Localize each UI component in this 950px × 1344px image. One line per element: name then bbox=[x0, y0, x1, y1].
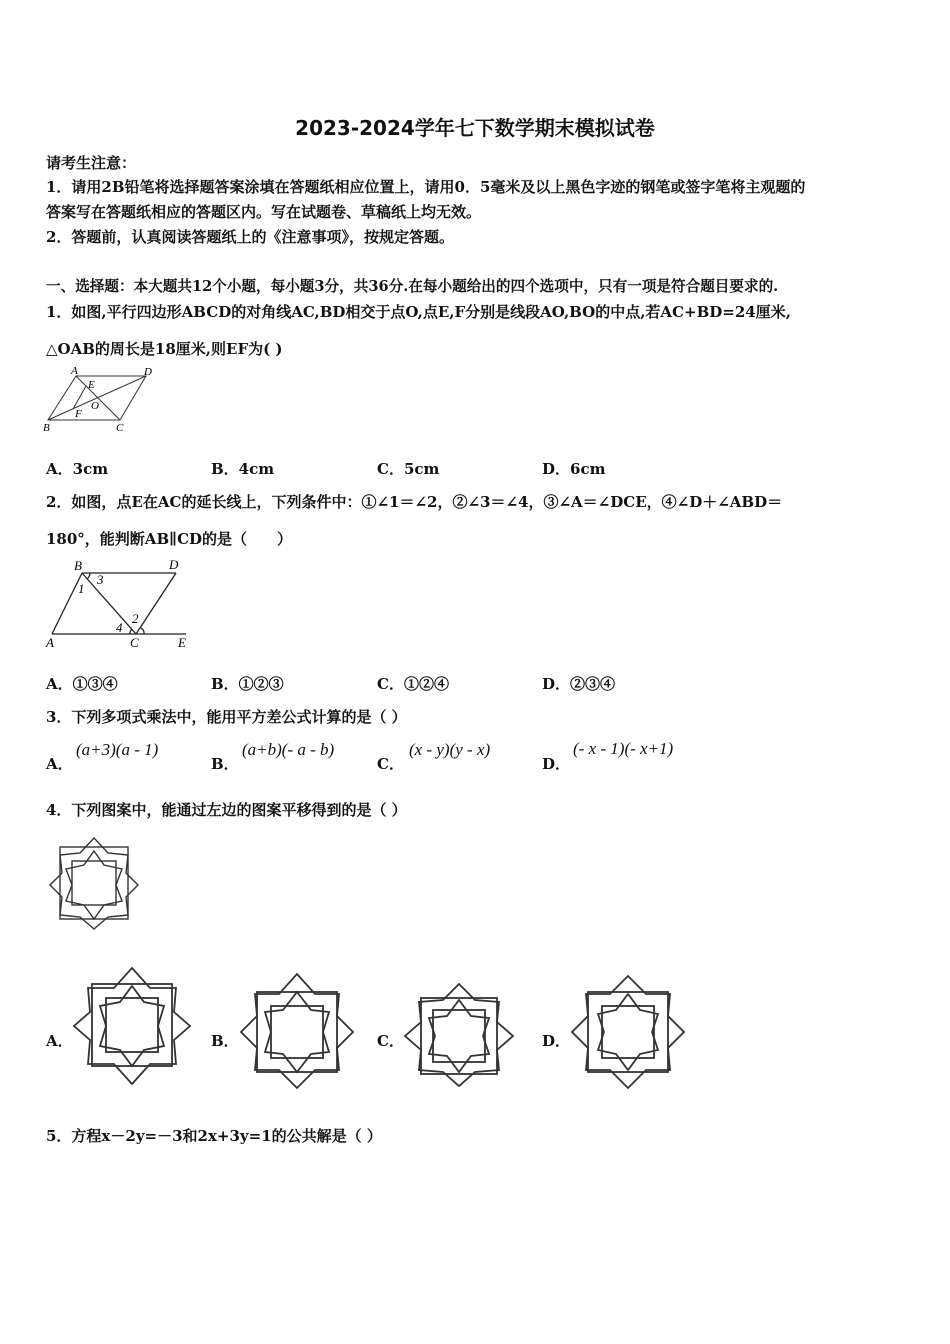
q2-stem-line-2: 180°，能判断AB∥CD的是（ ） bbox=[46, 530, 293, 548]
q3-option-b-letter[interactable]: B． bbox=[211, 755, 239, 773]
q3-option-d-letter[interactable]: D． bbox=[542, 755, 571, 773]
q1-stem-line-2: △OAB的周长是18厘米,则EF为( ) bbox=[46, 340, 283, 358]
q2-label-1: 1 bbox=[78, 581, 85, 596]
q4-stem: 4．下列图案中，能通过左边的图案平移得到的是（ ） bbox=[46, 801, 407, 819]
q3-option-d-expr[interactable]: (- x - 1)(- x+1) bbox=[573, 739, 674, 758]
notice-heading: 请考生注意： bbox=[46, 154, 137, 172]
q2-label-2: 2 bbox=[132, 611, 139, 626]
q4-reference-pattern bbox=[46, 835, 141, 930]
q2-label-a: A bbox=[46, 635, 54, 650]
q1-label-d: D bbox=[144, 366, 152, 378]
q2-parallel-lines-figure bbox=[44, 556, 194, 652]
q2-option-c[interactable]: C．①②④ bbox=[377, 675, 449, 693]
q1-label-o: O bbox=[91, 400, 99, 412]
q4-option-d-letter[interactable]: D． bbox=[542, 1032, 571, 1050]
q2-label-b: B bbox=[74, 558, 82, 573]
q1-label-e: E bbox=[88, 379, 95, 391]
q1-option-d[interactable]: D．6cm bbox=[542, 460, 606, 478]
q1-label-a: A bbox=[71, 365, 78, 377]
q4-option-c-letter[interactable]: C． bbox=[377, 1032, 404, 1050]
q1-option-a[interactable]: A．3cm bbox=[46, 460, 109, 478]
notice-line-1b: 答案写在答题纸相应的答题区内。写在试题卷、草稿纸上均无效。 bbox=[46, 203, 482, 221]
q5-stem: 5．方程x－2y=－3和2x+3y=1的公共解是（ ） bbox=[46, 1127, 382, 1145]
notice-line-2: 2．答题前，认真阅读答题纸上的《注意事项》，按规定答题。 bbox=[46, 228, 454, 246]
page-title: 2023-2024学年七下数学期末模拟试卷 bbox=[295, 116, 655, 140]
q1-label-c: C bbox=[116, 422, 124, 434]
q4-option-d-pattern[interactable] bbox=[568, 972, 688, 1092]
q3-option-a-expr[interactable]: (a+3)(a - 1) bbox=[76, 740, 159, 759]
q2-option-d[interactable]: D．②③④ bbox=[542, 675, 616, 693]
q1-stem-line-1: 1．如图,平行四边形ABCD的对角线AC,BD相交于点O,点E,F分别是线段AO,BO的中点,若AC+BD=24厘米, bbox=[46, 303, 791, 321]
q3-option-a-letter[interactable]: A． bbox=[46, 755, 73, 773]
q4-option-b-letter[interactable]: B． bbox=[211, 1032, 239, 1050]
q2-option-b[interactable]: B．①②③ bbox=[211, 675, 284, 693]
q2-label-3: 3 bbox=[97, 572, 104, 587]
q3-stem: 3．下列多项式乘法中，能用平方差公式计算的是（ ） bbox=[46, 708, 407, 726]
q4-option-b-pattern[interactable] bbox=[237, 970, 357, 1090]
q2-label-4: 4 bbox=[116, 620, 123, 635]
q4-option-c-pattern[interactable] bbox=[403, 982, 515, 1087]
q2-option-a[interactable]: A．①③④ bbox=[46, 675, 118, 693]
q1-label-f: F bbox=[75, 408, 82, 420]
q3-option-c-expr[interactable]: (x - y)(y - x) bbox=[409, 740, 491, 759]
q3-option-c-letter[interactable]: C． bbox=[377, 755, 404, 773]
q1-label-b: B bbox=[43, 422, 50, 434]
section-heading: 一、选择题：本大题共12个小题，每小题3分，共36分.在每小题给出的四个选项中，只有一项是符合题目要求的. bbox=[46, 278, 779, 295]
q3-option-b-expr[interactable]: (a+b)(- a - b) bbox=[242, 740, 335, 759]
q2-label-d: D bbox=[169, 557, 179, 572]
q1-parallelogram-figure bbox=[40, 365, 160, 436]
q4-option-a-letter[interactable]: A． bbox=[46, 1032, 73, 1050]
q2-stem-line-1: 2．如图，点E在AC的延长线上，下列条件中：①∠1＝∠2，②∠3＝∠4，③∠A＝∠DCE，④∠D＋∠ABD＝ bbox=[46, 493, 783, 511]
q1-option-b[interactable]: B．4cm bbox=[211, 460, 275, 478]
q2-label-e: E bbox=[178, 635, 186, 650]
q4-option-a-pattern[interactable] bbox=[72, 966, 192, 1086]
notice-line-1a: 1．请用2B铅笔将选择题答案涂填在答题纸相应位置上，请用0．5毫米及以上黑色字迹的钢笔或签字笔将主观题的 bbox=[46, 178, 806, 196]
q2-label-c: C bbox=[130, 635, 139, 650]
q1-option-c[interactable]: C．5cm bbox=[377, 460, 440, 478]
